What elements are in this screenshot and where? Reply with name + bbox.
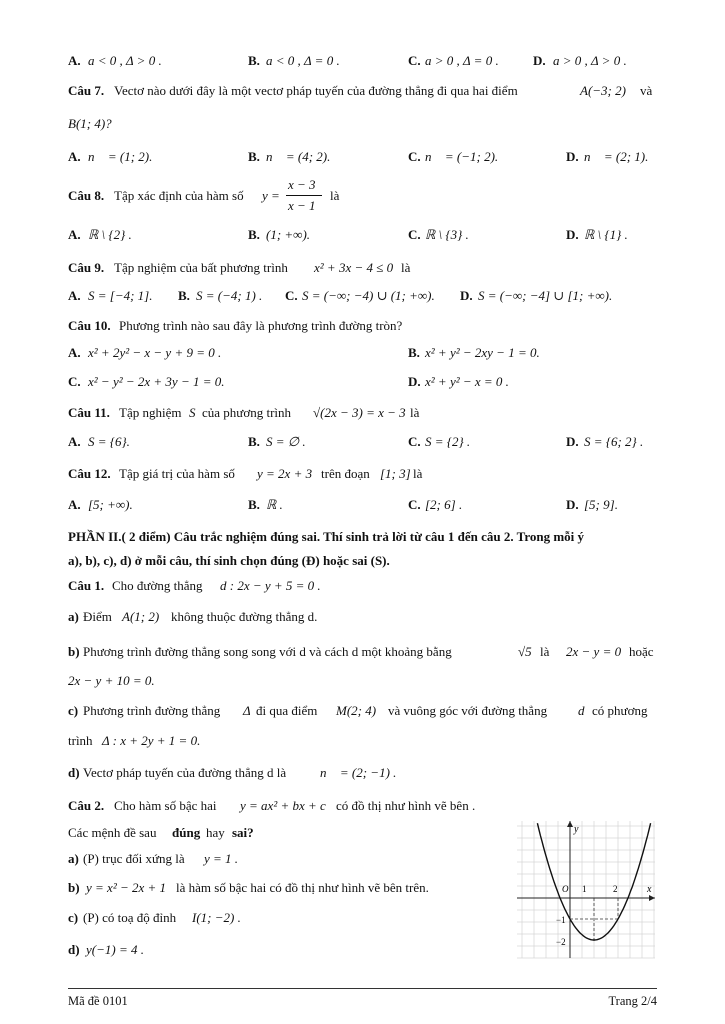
- tick-label-x2: 2: [613, 884, 618, 894]
- text: Vectơ pháp tuyến của đường thẳng d là: [83, 765, 287, 780]
- math-expression: S = (−∞; −4] ∪ [1; +∞).: [478, 288, 613, 303]
- q8-numerator: x − 3: [288, 177, 316, 192]
- label: C.: [285, 288, 298, 303]
- label: B.: [178, 288, 190, 303]
- text: (P) có toạ độ đỉnh: [83, 910, 177, 925]
- math-expression: [5; +∞).: [88, 497, 133, 512]
- text: có phương: [592, 703, 648, 718]
- label: Câu 1.: [68, 578, 105, 593]
- math-expression: ℝ \ {3} .: [425, 227, 469, 242]
- math-expression: ℝ \ {2} .: [88, 227, 132, 242]
- math-expression: n⃗ = (2; −1) .: [320, 765, 397, 780]
- text: là: [410, 405, 420, 420]
- math-expression: a > 0 , Δ > 0 .: [553, 53, 627, 68]
- tick-label-x1: 1: [582, 884, 587, 894]
- label: B.: [408, 345, 420, 360]
- label: b): [68, 644, 80, 659]
- label: c): [68, 703, 79, 718]
- label: A.: [68, 53, 81, 68]
- math-expression: √(2x − 3) = x − 3: [313, 405, 406, 420]
- text: là hàm số bậc hai có đồ thị như hình vẽ bên trên.: [176, 880, 429, 895]
- label: D.: [533, 53, 546, 68]
- label: D.: [566, 227, 579, 242]
- label: sai?: [232, 825, 254, 840]
- label: A.: [68, 345, 81, 360]
- label: C.: [408, 149, 421, 164]
- math-expression: x² + y² − x = 0 .: [425, 374, 509, 389]
- origin-label: O: [562, 884, 569, 894]
- label: Câu 9.: [68, 260, 105, 275]
- label: D.: [566, 434, 579, 449]
- math-expression: S = ∅ .: [266, 434, 306, 449]
- math-expression: d : 2x − y + 5 = 0 .: [220, 578, 321, 593]
- math-expression: y(−1) = 4 .: [86, 942, 144, 957]
- math-expression: 2x − y + 10 = 0.: [68, 673, 155, 688]
- math-expression: a > 0 , Δ = 0 .: [425, 53, 499, 68]
- math-expression: S = (−4; 1) .: [196, 288, 263, 303]
- label: d): [68, 942, 80, 957]
- math-expression: (1; +∞).: [266, 227, 311, 242]
- text: Các mệnh đề sau: [68, 825, 157, 840]
- label: C.: [408, 53, 421, 68]
- math-expression: A(−3; 2): [580, 83, 626, 98]
- label: B.: [248, 149, 260, 164]
- q8-lhs: y =: [262, 188, 280, 203]
- text: đi qua điểm: [256, 703, 318, 718]
- label: B.: [248, 227, 260, 242]
- tick-label-ym2: −2: [556, 937, 566, 947]
- text: Vectơ nào dưới đây là một vectơ pháp tuyến của đường thẳng đi qua hai điểm: [114, 83, 518, 98]
- label: A.: [68, 497, 81, 512]
- math-expression: a < 0 , Δ > 0 .: [88, 53, 162, 68]
- label: a): [68, 609, 79, 624]
- label: a), b), c), d) ở mỗi câu, thí sinh chọn đúng (Đ) hoặc sai (S).: [68, 553, 390, 568]
- text: Cho hàm số bậc hai: [114, 798, 217, 813]
- page-number: Trang 2/4: [608, 994, 657, 1008]
- q8-label: Câu 8.: [68, 188, 105, 203]
- label: C.: [408, 497, 421, 512]
- math-expression: S: [189, 405, 196, 420]
- y-axis-arrow: [567, 821, 573, 827]
- text: là: [540, 644, 550, 659]
- exam-code: Mã đề 0101: [68, 994, 128, 1008]
- label: B.: [248, 434, 260, 449]
- math-expression: [1; 3]: [380, 466, 411, 481]
- math-expression: Δ: [243, 703, 251, 718]
- math-expression: n⃗ = (4; 2).: [266, 149, 331, 164]
- text: và: [640, 83, 653, 98]
- text: có đồ thị như hình vẽ bên .: [336, 798, 476, 813]
- text: Điểm: [83, 609, 112, 624]
- label: C.: [408, 434, 421, 449]
- math-expression: S = {6}.: [88, 434, 130, 449]
- label: Câu 2.: [68, 798, 105, 813]
- text: là: [413, 466, 423, 481]
- math-expression: y = ax² + bx + c: [240, 798, 326, 813]
- x-axis-label: x: [647, 884, 652, 895]
- text: là: [401, 260, 411, 275]
- label: D.: [566, 497, 579, 512]
- label: PHẦN II.( 2 điểm) Câu trắc nghiệm đúng sai. Thí sinh trả lời từ câu 1 đến câu 2. Trong mỗi ý: [68, 529, 585, 544]
- text: Phương trình đường thẳng: [83, 703, 221, 718]
- footer-rule: [68, 988, 657, 989]
- math-expression: x² + 3x − 4 ≤ 0: [314, 260, 394, 275]
- text: hoặc: [629, 644, 654, 659]
- math-expression: B(1; 4)?: [68, 116, 112, 131]
- math-expression: y = 1 .: [204, 851, 239, 866]
- math-expression: d: [578, 703, 585, 718]
- label: b): [68, 880, 80, 895]
- text: hay: [206, 825, 225, 840]
- q8-denominator: x − 1: [288, 198, 316, 213]
- math-expression: S = [−4; 1].: [88, 288, 153, 303]
- label: a): [68, 851, 79, 866]
- math-expression: S = {6; 2} .: [584, 434, 644, 449]
- label: B.: [248, 53, 260, 68]
- y-axis-label: y: [574, 824, 579, 835]
- math-expression: [2; 6] .: [425, 497, 463, 512]
- label: Câu 12.: [68, 466, 111, 481]
- label: D.: [408, 374, 421, 389]
- text: Tập nghiệm: [119, 405, 182, 420]
- math-expression: A(1; 2): [122, 609, 160, 624]
- math-expression: n⃗ = (−1; 2).: [425, 149, 499, 164]
- math-expression: √5: [518, 644, 532, 659]
- math-expression: n⃗ = (1; 2).: [88, 149, 153, 164]
- text: trên đoạn: [321, 466, 370, 481]
- text: và vuông góc với đường thẳng: [388, 703, 548, 718]
- math-expression: x² − y² − 2x + 3y − 1 = 0.: [88, 374, 225, 389]
- math-expression: S = {2} .: [425, 434, 471, 449]
- label: B.: [248, 497, 260, 512]
- math-expression: ℝ \ {1} .: [584, 227, 628, 242]
- q8-text: Tập xác định của hàm số: [114, 188, 244, 203]
- label: C.: [408, 227, 421, 242]
- text: Phương trình nào sau đây là phương trình đường tròn?: [119, 318, 403, 333]
- text: Cho đường thẳng: [112, 578, 203, 593]
- math-expression: 2x − y = 0: [566, 644, 622, 659]
- label: A.: [68, 434, 81, 449]
- text: (P) trục đối xứng là: [83, 851, 185, 866]
- question-8: [68, 177, 340, 213]
- text: Tập giá trị của hàm số: [119, 466, 235, 481]
- label: A.: [68, 288, 81, 303]
- label: D.: [460, 288, 473, 303]
- math-expression: a < 0 , Δ = 0 .: [266, 53, 340, 68]
- label: Câu 7.: [68, 83, 105, 98]
- label: C.: [68, 374, 81, 389]
- parabola-graph: [515, 818, 660, 960]
- math-expression: I(1; −2) .: [192, 910, 241, 925]
- tick-label-ym1: −1: [556, 915, 566, 925]
- label: Câu 10.: [68, 318, 111, 333]
- label: D.: [566, 149, 579, 164]
- text: của phương trình: [202, 405, 292, 420]
- math-expression: y = x² − 2x + 1: [86, 880, 167, 895]
- label: A.: [68, 149, 81, 164]
- label: đúng: [172, 825, 201, 840]
- label: d): [68, 765, 80, 780]
- label: Câu 11.: [68, 405, 110, 420]
- math-expression: [5; 9].: [584, 497, 618, 512]
- q8-tail: là: [330, 188, 340, 203]
- text: trình: [68, 733, 93, 748]
- text: không thuộc đường thẳng d.: [171, 609, 318, 624]
- math-expression: S = (−∞; −4) ∪ (1; +∞).: [302, 288, 435, 303]
- math-expression: x² + y² − 2xy − 1 = 0.: [425, 345, 540, 360]
- fraction-bar: [286, 195, 322, 196]
- label: c): [68, 910, 79, 925]
- math-expression: x² + 2y² − x − y + 9 = 0 .: [88, 345, 222, 360]
- math-expression: M(2; 4): [336, 703, 377, 718]
- text: Tập nghiệm của bất phương trình: [114, 260, 288, 275]
- label: A.: [68, 227, 81, 242]
- math-expression: n⃗ = (2; 1).: [584, 149, 649, 164]
- text: Phương trình đường thẳng song song với d và cách d một khoảng bằng: [83, 644, 452, 659]
- math-expression: Δ : x + 2y + 1 = 0.: [102, 733, 201, 748]
- math-expression: ℝ .: [266, 497, 283, 512]
- math-expression: y = 2x + 3: [257, 466, 313, 481]
